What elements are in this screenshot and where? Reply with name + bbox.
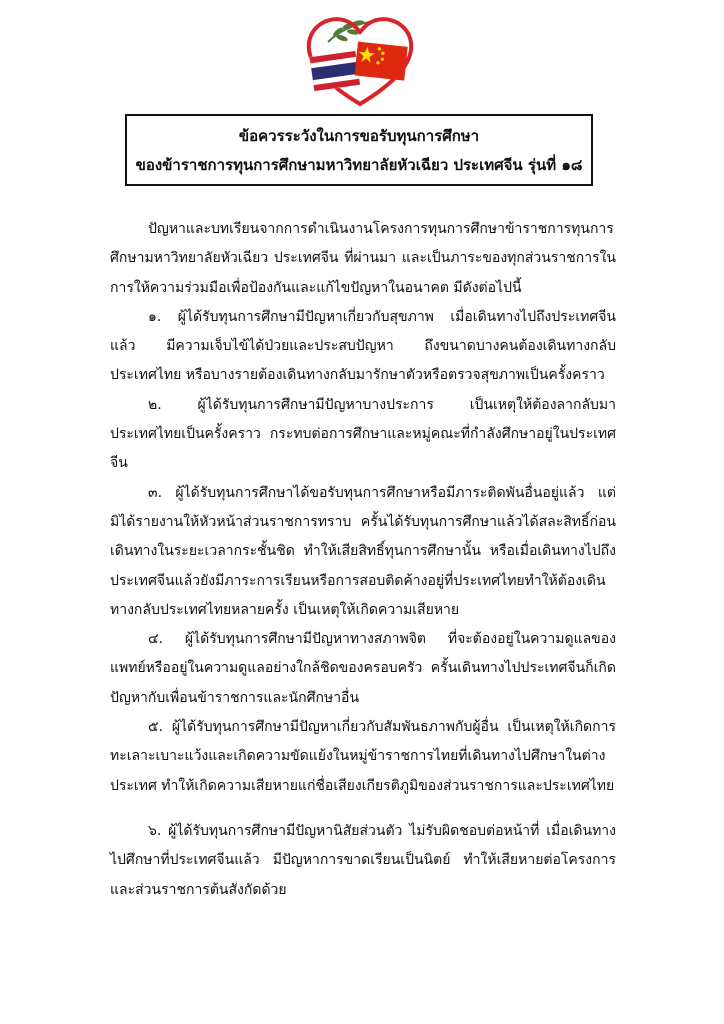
intro-paragraph: ปัญหาและบทเรียนจากการดำเนินงานโครงการทุนการศึกษาข้าราชการทุนการศึกษามหาวิทยาลัยหัวเฉียว ประเทศจีน ที่ผ่านมา และเป็นภาระของทุกส่วนราชการในการให้ความร่วมมือเพื่อป้องกันและแก้ไขปัญหาในอนาคต มีดังต่อไปนี้	[110, 221, 616, 296]
item-6-paragraph: ๖. ผู้ได้รับทุนการศึกษามีปัญหานิสัยส่วนตัว ไม่รับผิดชอบต่อหน้าที่ เมื่อเดินทางไปศึกษาที่ประเทศจีนแล้ว มีปัญหาการขาดเรียนเป็นนิตย์ ทำให้เสียหายต่อโครงการและส่วนราชการต้นสังกัดด้วย	[110, 822, 616, 898]
title-box	[125, 114, 593, 186]
item-1-paragraph: ๑. ผู้ได้รับทุนการศึกษามีปัญหาเกี่ยวกับสุขภาพ เมื่อเดินทางไปถึงประเทศจีนแล้ว มีความเจ็บไข้ได้ป่วยและประสบปัญหา ถึงขนาดบางคนต้องเดินทางกลับประเทศไทย หรือบางรายต้องเดินทางกลับมารักษาตัวหรือตรวจสุขภาพเป็นครั้งคราว	[110, 308, 616, 384]
item-4-paragraph: ๔. ผู้ได้รับทุนการศึกษามีปัญหาทางสภาพจิต ที่จะต้องอยู่ในความดูแลของแพทย์หรืออยู่ในความดูแลอย่างใกล้ชิดของครอบครัว ครั้นเดินทางไปประเทศจีนก็เกิดปัญหากับเพื่อนข้าราชการและนักศึกษาอื่น	[110, 631, 616, 706]
item-3-paragraph: ๓. ผู้ได้รับทุนการศึกษาได้ขอรับทุนการศึกษาหรือมีภาระติดพันอื่นอยู่แล้ว แต่มิได้รายงานให้หัวหน้าส่วนราชการทราบ ครั้นได้รับทุนการศึกษาแล้วได้สละสิทธิ์ก่อนเดินทางในระยะเวลากระชั้นชิด ทำให้เสียสิทธิ์ทุนการศึกษานั้น หรือเมื่อเดินทางไปถึงประเทศจีนแล้วยังมีภาระการเรียนหรือการสอบติดค้างอยู่ที่ประเทศไทยทำให้ต้องเดินทางกลับประเทศไทยหลายครั้ง เป็นเหตุให้เกิดความเสียหาย	[110, 484, 616, 618]
item-5-paragraph: ๕. ผู้ได้รับทุนการศึกษามีปัญหาเกี่ยวกับสัมพันธภาพกับผู้อื่น เป็นเหตุให้เกิดการทะเลาะเบาะแว้งและเกิดความขัดแย้งในหมู่ข้าราชการไทยที่เดินทางไปศึกษาในต่างประเทศ ทำให้เกิดความเสียหายแก่ชื่อเสียงเกียรติภูมิของส่วนราชการและประเทศไทย	[110, 719, 616, 794]
heart-flags-logo-icon	[300, 10, 420, 110]
title-line-1: ข้อควรระวังในการขอรับทุนการศึกษา	[238, 127, 480, 145]
item-2-paragraph: ๒. ผู้ได้รับทุนการศึกษามีปัญหาบางประการ เป็นเหตุให้ต้องลากลับมาประเทศไทยเป็นครั้งคราว กระทบต่อการศึกษาและหมู่คณะที่กำลังศึกษาอยู่ในประเทศจีน	[110, 396, 616, 472]
logo-graphic	[300, 10, 420, 110]
document-body	[110, 215, 616, 905]
title-line-2: ของข้าราชการทุนการศึกษามหาวิทยาลัยหัวเฉียว ประเทศจีน รุ่นที่ ๑๘	[135, 156, 583, 174]
